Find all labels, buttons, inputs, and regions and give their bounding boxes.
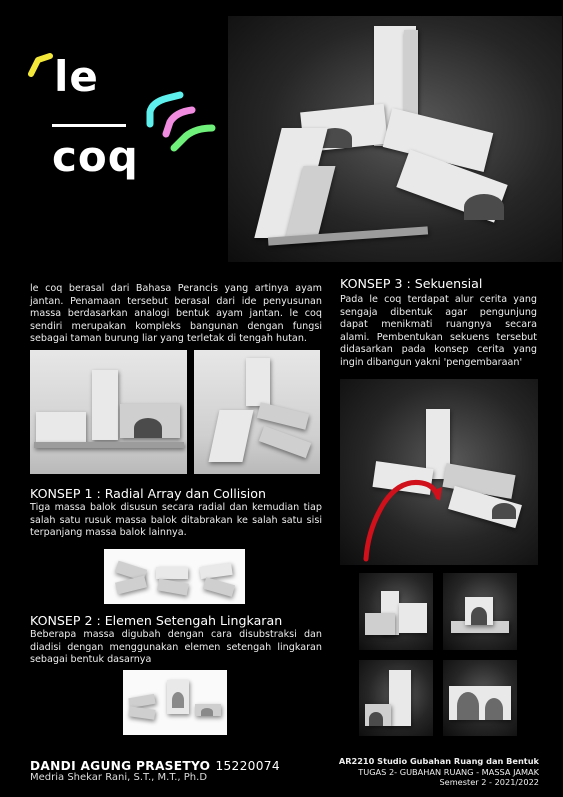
model-photo-top-view: [194, 350, 320, 474]
konsep3-title: KONSEP 3 : Sekuensial: [340, 276, 483, 291]
sequence-path-arrow-icon: [340, 379, 538, 565]
konsep1-title: KONSEP 1 : Radial Array dan Collision: [30, 486, 266, 501]
konsep2-title: KONSEP 2 : Elemen Setengah Lingkaran: [30, 613, 283, 628]
student-name: DANDI AGUNG PRASETYO: [30, 759, 211, 773]
student-id: 15220074: [215, 759, 280, 773]
logo-word-coq: coq: [52, 132, 139, 181]
model-photo-side-view: [30, 350, 187, 474]
assignment-title: TUGAS 2- GUBAHAN RUANG - MASSA JAMAK: [358, 766, 539, 777]
sequence-shot-4: [443, 660, 517, 736]
konsep3-paragraph: Pada le coq terdapat alur cerita yang sengaja dibentuk agar pengunjung dapat menikmati ruangnya secara alami. Pembentukan sekuens tersebut didasarkan pada konsep cerita yang ingin dibangun yakni 'pengembaraan': [340, 294, 537, 368]
sequence-model-photo: [340, 379, 538, 565]
sequence-shot-3: [359, 660, 433, 736]
logo-accent-stripes-icon: [142, 90, 218, 156]
intro-paragraph: le coq berasal dari Bahasa Perancis yang artinya ayam jantan. Penamaan tersebut berasal dari ide penyusunan massa berdasarkan analogi bentuk ayam jantan. le coq sendiri merupakan kompleks bangunan dengan fungsi sebagai taman burung liar yang terletak di tengah hutan.: [30, 283, 322, 345]
hero-model-photo: [228, 16, 562, 262]
sequence-shot-1: [359, 573, 433, 650]
logo-divider: [52, 124, 126, 127]
konsep2-diagram: [123, 670, 227, 735]
lecturer-name: Medria Shekar Rani, S.T., M.T., Ph.D: [30, 772, 208, 783]
konsep2-paragraph: Beberapa massa digubah dengan cara disubstraksi dan diadisi dengan menggunakan elemen setengah lingkaran sebagai bentuk dasarnya: [30, 629, 322, 666]
course-title: AR2210 Studio Gubahan Ruang dan Bentuk: [338, 756, 539, 766]
logo-word-le: le: [54, 52, 99, 101]
sequence-shot-2: [443, 573, 517, 650]
logo-accent-yellow-icon: [28, 52, 54, 78]
course-info: [339, 756, 539, 788]
konsep1-paragraph: Tiga massa balok disusun secara radial dan kemudian tiap salah satu rusuk massa balok ditabrakan ke salah satu sisi terpanjang massa balok lainnya.: [30, 502, 322, 539]
konsep1-diagram: [104, 549, 245, 604]
semester-label: Semester 2 - 2021/2022: [439, 777, 539, 787]
